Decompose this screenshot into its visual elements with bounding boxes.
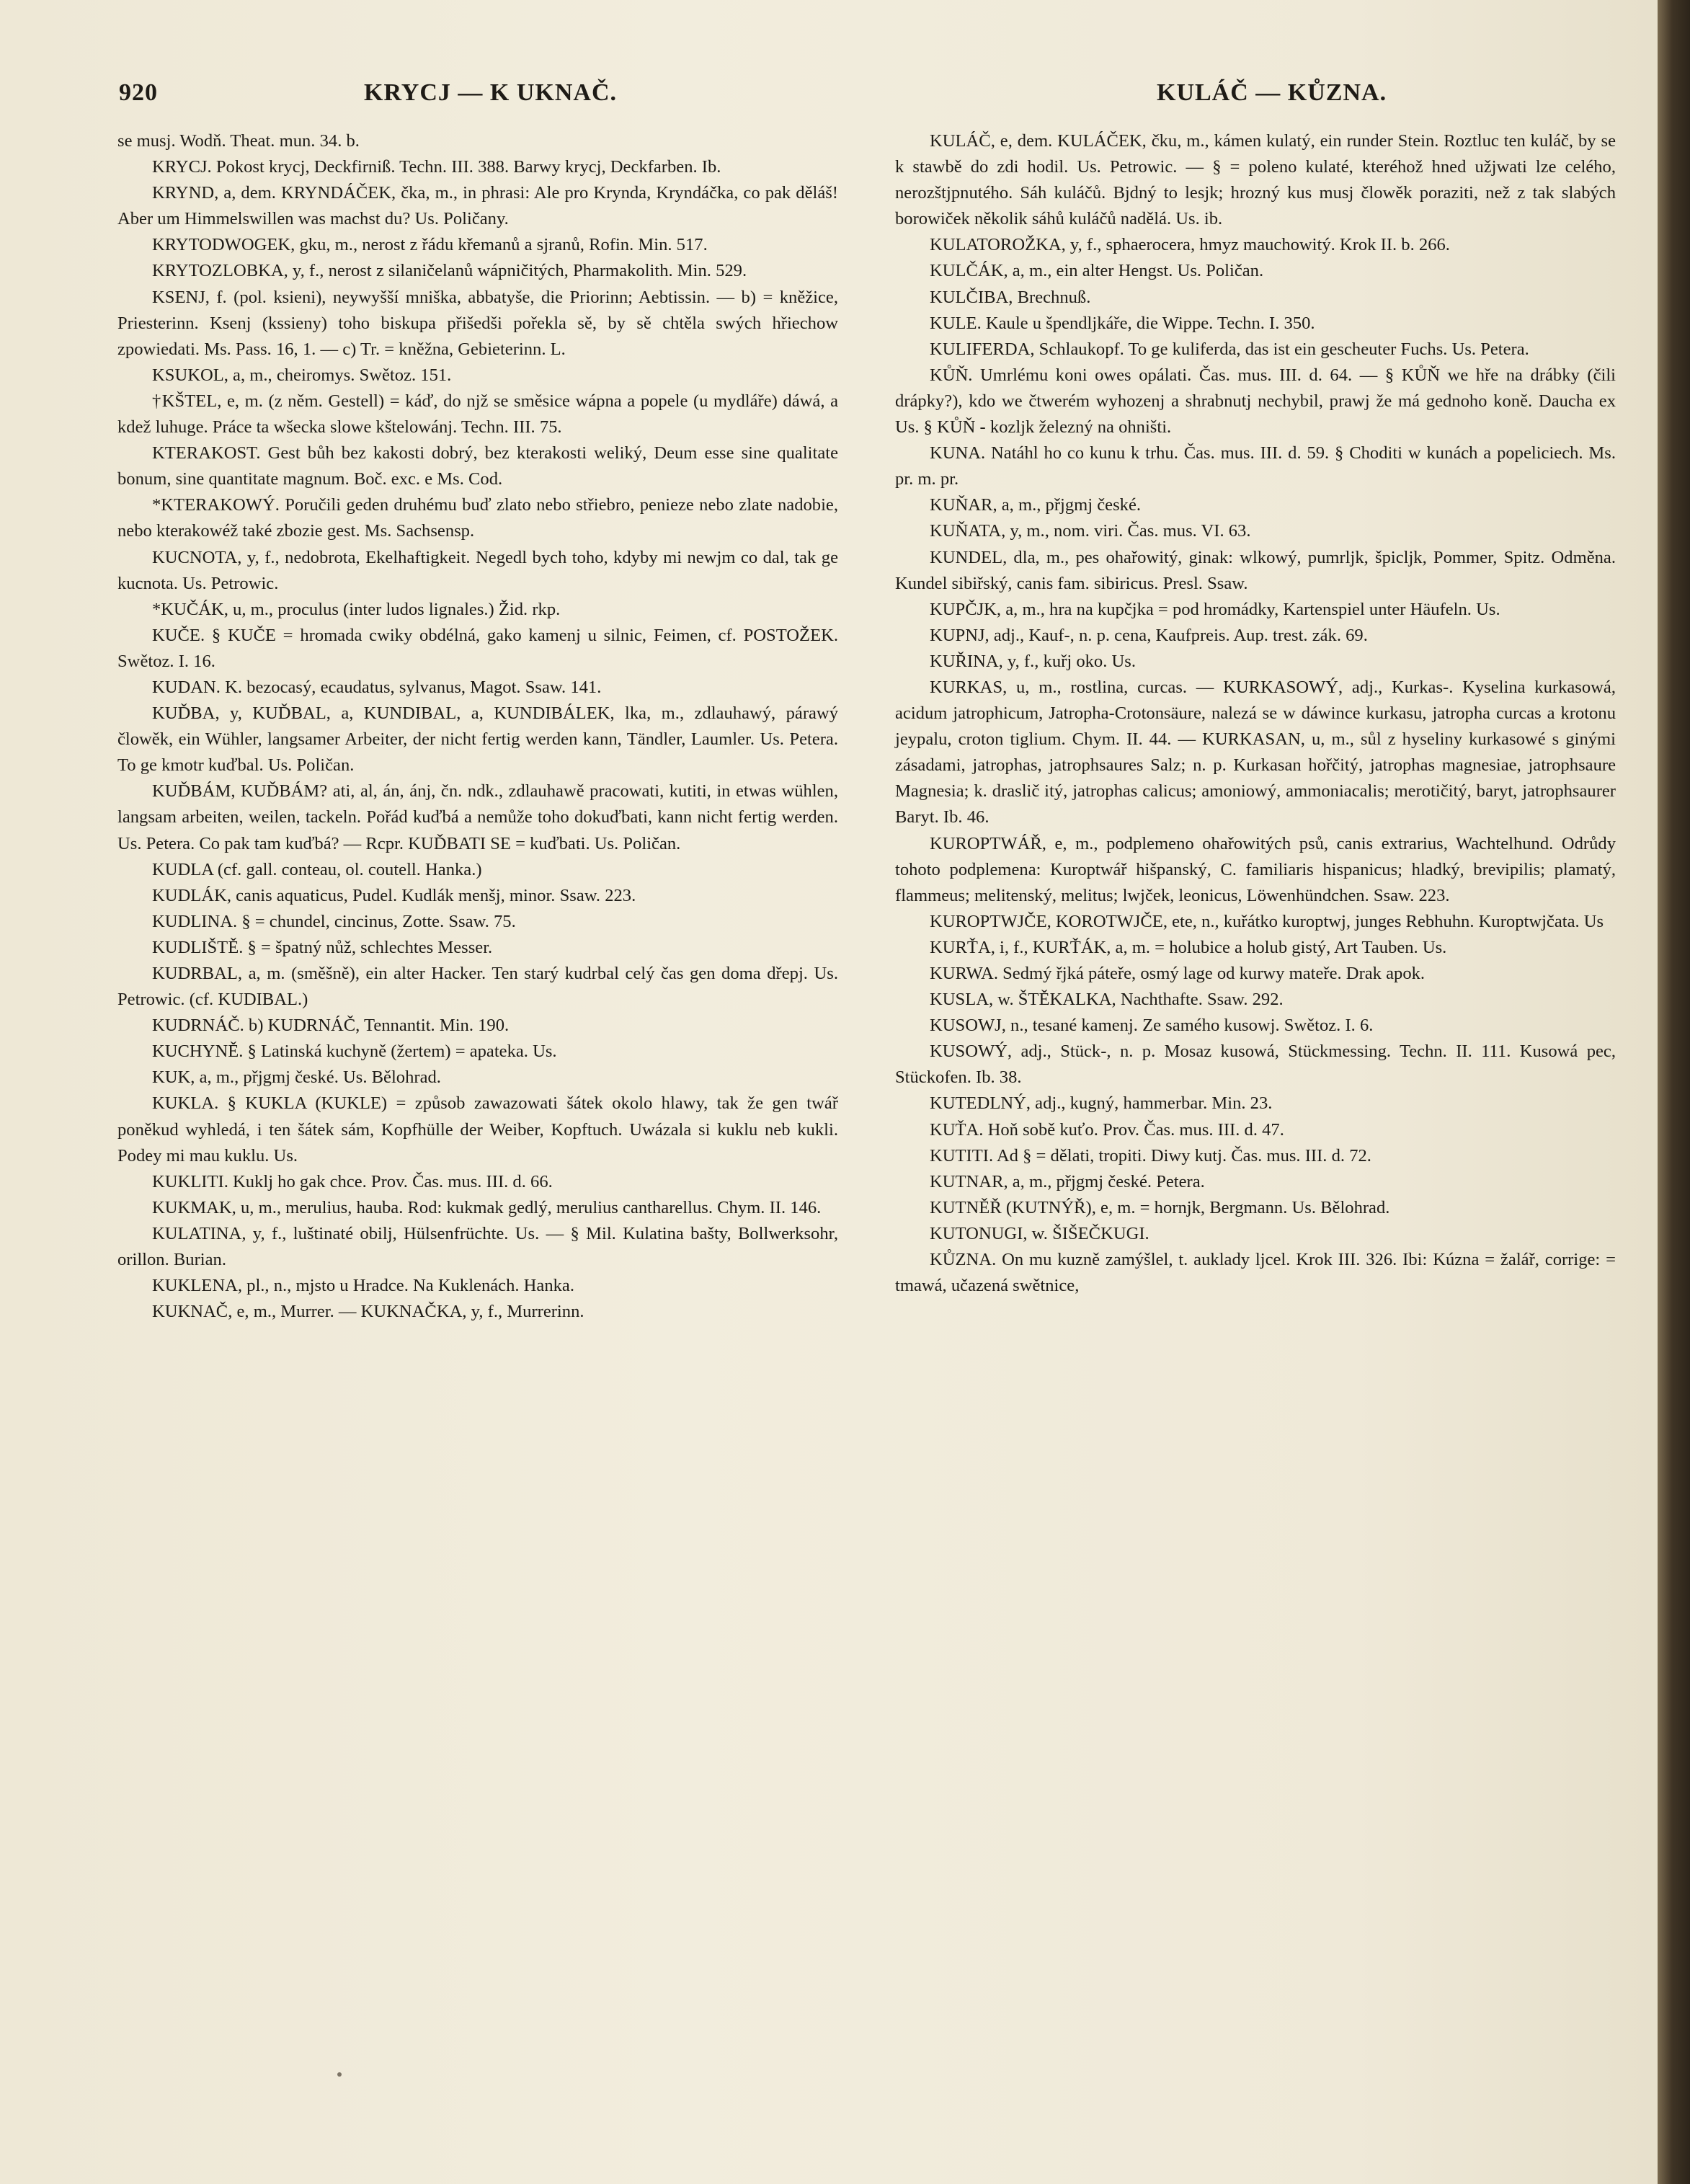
dictionary-entry: KUK, a, m., přjgmj české. Us. Bělohrad.	[152, 1067, 441, 1088]
dictionary-entry: KUDLA (cf. gall. conteau, ol. coutell. Hanka.)	[152, 859, 482, 879]
dictionary-entry: KUSOWJ, n., tesané kamenj. Ze samého kusowj. Swětoz. I. 6.	[930, 1016, 1374, 1036]
dictionary-entry: KUCHYNĚ. § Latinská kuchyně (žertem) = apateka. Us.	[152, 1042, 557, 1062]
dictionary-entry: KUDRNÁČ. b) KUDRNÁČ, Tennantit. Min. 190.	[152, 1016, 510, 1036]
dictionary-entry: KUPNJ, adj., Kauf-, n. p. cena, Kaufpreis. Aup. trest. zák. 69.	[930, 625, 1368, 645]
dictionary-entry: KUŇATA, y, m., nom. viri. Čas. mus. VI. 63.	[930, 521, 1251, 541]
dictionary-entry: se musj. Wodň. Theat. mun. 34. b.	[117, 131, 360, 151]
dictionary-entry: KUŇAR, a, m., přjgmj české.	[930, 495, 1142, 515]
ink-speck	[337, 2072, 342, 2077]
dictionary-entry: KUPČJK, a, m., hra na kupčjka = pod hromádky, Kartenspiel unter Häufeln. Us.	[930, 599, 1500, 619]
page-number: 920	[119, 79, 158, 106]
dictionary-entry: KUDRBAL, a, m. (směšně), ein alter Hacker. Ten starý kudrbal celý čas gen doma dřepj. Us. Petrowic. (cf. KUDIBAL.)	[117, 964, 838, 1010]
dictionary-entry: KUTONUGI, w. ŠIŠEČKUGI.	[930, 1223, 1149, 1243]
right-column	[895, 128, 1616, 1299]
dictionary-entry: KUTEDLNÝ, adj., kugný, hammerbar. Min. 23.	[930, 1093, 1273, 1114]
right-running-head: KULÁČ — KŮZNA.	[1157, 79, 1387, 106]
dictionary-entry: *KTERAKOWÝ. Poručili geden druhému buď zlato nebo střiebro, penieze nebo zlate nadobie, nebo kterakowéž také zbozie gest. Ms. Sachsensp.	[117, 495, 838, 541]
left-running-head: KRYCJ — K UKNAČ.	[364, 79, 618, 106]
dictionary-entry: KUROPTWÁŘ, e, m., podplemeno ohařowitých psů, canis extrarius, Wachtelhund. Odrůdy tohoto podplemena: Kuroptwář hišpanský, C. familiaris hispanicus; hladký, brevipilis; plamatý, flammeus; melitenský, melitus; lwjček, leonicus, Löwenhündchen. Ssaw. 223.	[895, 833, 1616, 905]
dictionary-entry: KULÁČ, e, dem. KULÁČEK, čku, m., kámen kulatý, ein runder Stein. Roztluc ten kuláč, by se k stawbě do zdi hodil. Us. Petrowic. — § = poleno kulaté, kteréhož hned užjwati lze celého, nerozštjpnutého. Sáh kuláčů. Bjdný to lesjk; hrozný kus musj člowěk poraziti, než z tak slabých borowiček několik sáhů kuláčů nadělá. Us. ib.	[895, 131, 1616, 229]
dictionary-entry: KUKLA. § KUKLA (KUKLE) = způsob zawazowati šátek okolo hlawy, tak že gen twář poněkud wyhledá, i ten šátek sám, Kopfhülle der Weiber, Kopftuch. Uwázala si kuklu neb kukli. Podey mi mau kuklu. Us.	[117, 1093, 838, 1166]
dictionary-entry: KUDLÁK, canis aquaticus, Pudel. Kudlák menšj, minor. Ssaw. 223.	[152, 885, 636, 905]
dictionary-entry: KUĎBA, y, KUĎBAL, a, KUNDIBAL, a, KUNDIBÁLEK, lka, m., zdlauhawý, párawý člowěk, ein Wühler, langsamer Arbeiter, der nicht fertig werden kann, Tändler, Laumler. Us. Petera. To ge kmotr kuďbal. Us. Poličan.	[117, 703, 838, 776]
dictionary-entry: KURŤA, i, f., KURŤÁK, a, m. = holubice a holub gistý, Art Tauben. Us.	[930, 937, 1447, 957]
dictionary-entry: KUĎBÁM, KUĎBÁM? ati, al, án, ánj, čn. ndk., zdlauhawě pracowati, kutiti, in etwas wühlen, langsam arbeiten, weilen, tackeln. Pořád kuďbá a nemůže toho dokuďbati, kann nicht fertig werden. Us. Petera. Co pak tam kuďbá? — Rcpr. KUĎBATI SE = kuďbati. Us. Poličan.	[117, 781, 838, 853]
dictionary-entry: KURKAS, u, m., rostlina, curcas. — KURKASOWÝ, adj., Kurkas-. Kyselina kurkasowá, acidum jatrophicum, Jatropha-Crotonsäure, nalezá se w dáwince kurkasu, jatropha curcas a krotonu jeypalu, croton tiglium. Chym. II. 44. — KURKASAN, u, m., sůl z hyseliny kurkasowé s ginými zásadami, jatrophas, jatrophsaures Salz; n. p. Kurkasan hořčitý, jatrophas magnesiae, jatrophsaure Magnesia; k. draslič itý, jatrophas calicus; amoniowý, ammoniacalis; merotičitý, baryt, jatrophsaurer Baryt. Ib. 46.	[895, 677, 1616, 827]
dictionary-entry: KUDLINA. § = chundel, cincinus, Zotte. Ssaw. 75.	[152, 911, 516, 931]
dictionary-entry: *KUČÁK, u, m., proculus (inter ludos lignales.) Žid. rkp.	[152, 599, 561, 619]
dictionary-entry: KŮŇ. Umrlému koni owes opálati. Čas. mus. III. d. 64. — § KŮŇ we hře na drábky (čili drápky?), kdo we čtwerém wyhozenj a shrabnutj nechybil, prawj že má gednoho koně. Daucha ex Us. § KŮŇ - kozljk železný na ohništi.	[895, 365, 1616, 438]
dictionary-entry: KUŘINA, y, f., kuřj oko. Us.	[930, 651, 1136, 671]
dictionary-entry: KUCNOTA, y, f., nedobrota, Ekelhaftigkeit. Negedl bych toho, kdyby mi newjm co dal, tak ge kucnota. Us. Petrowic.	[117, 547, 838, 593]
dictionary-entry: KULČÁK, a, m., ein alter Hengst. Us. Poličan.	[930, 261, 1264, 281]
dictionary-entry: KUNDEL, dla, m., pes ohařowitý, ginak: wlkowý, pumrljk, špicljk, Pommer, Spitz. Odměna. Kundel sibiřský, canis fam. sibiricus. Presl. Ssaw.	[895, 547, 1616, 593]
left-column	[117, 128, 838, 1325]
dictionary-entry: KULČIBA, Brechnuß.	[930, 287, 1091, 307]
dictionary-entry: †KŠTEL, e, m. (z něm. Gestell) = káď, do njž se směsice wápna a popele (u mydláře) dáwá, a kdež luhuge. Práce ta wšecka slowe kštelowánj. Techn. III. 75.	[117, 391, 838, 438]
dictionary-entry: KUTITI. Ad § = dělati, tropiti. Diwy kutj. Čas. mus. III. d. 72.	[930, 1145, 1371, 1166]
dictionary-entry: KRYCJ. Pokost krycj, Deckfirniß. Techn. III. 388. Barwy krycj, Deckfarben. Ib.	[152, 157, 721, 177]
dictionary-entry: KRYTODWOGEK, gku, m., nerost z řádu křemanů a sjranů, Rofin. Min. 517.	[152, 235, 708, 255]
dictionary-entry: KRYND, a, dem. KRYNDÁČEK, čka, m., in phrasi: Ale pro Krynda, Kryndáčka, co pak děláš! Aber um Himmelswillen was machst du? Us. Poličany.	[117, 183, 838, 229]
dictionary-entry: KUKLITI. Kuklj ho gak chce. Prov. Čas. mus. III. d. 66.	[152, 1171, 553, 1191]
dictionary-entry: KUSLA, w. ŠTĚKALKA, Nachthafte. Ssaw. 292.	[930, 990, 1284, 1010]
dictionary-entry: KUKMAK, u, m., merulius, hauba. Rod: kukmak gedlý, merulius cantharellus. Chym. II. 146.	[152, 1197, 822, 1217]
book-spine-edge	[1658, 0, 1690, 2184]
dictionary-entry: KUKNAČ, e, m., Murrer. — KUKNAČKA, y, f., Murrerinn.	[152, 1302, 584, 1322]
dictionary-entry: KTERAKOST. Gest bůh bez kakosti dobrý, bez kterakosti weliký, Deum esse sine qualitate bonum, sine quantitate magnum. Boč. exc. e Ms. Cod.	[117, 443, 838, 489]
dictionary-entry: KUSOWÝ, adj., Stück-, n. p. Mosaz kusowá, Stückmessing. Techn. II. 111. Kusowá pec, Stückofen. Ib. 38.	[895, 1042, 1616, 1088]
dictionary-entry: KULIFERDA, Schlaukopf. To ge kuliferda, das ist ein gescheuter Fuchs. Us. Petera.	[930, 339, 1529, 359]
dictionary-entry: KUROPTWJČE, KOROTWJČE, ete, n., kuřátko kuroptwj, junges Rebhuhn. Kuroptwjčata. Us	[930, 911, 1604, 931]
dictionary-entry: KURWA. Sedmý řjká páteře, osmý lage od kurwy mateře. Drak apok.	[930, 964, 1426, 983]
dictionary-entry: KSENJ, f. (pol. ksieni), neywyšší mniška, abbatyše, die Priorinn; Aebtissin. — b) = kněžice, Priesterinn. Ksenj (kssieny) toho biskupa přišedši pořekla sě, by sě chtěla swých hřiechow zpowiedati. Ms. Pass. 16, 1. — c) Tr. = kněžna, Gebieterinn. L.	[117, 287, 838, 359]
dictionary-entry: KULATOROŽKA, y, f., sphaerocera, hmyz mauchowitý. Krok II. b. 266.	[930, 235, 1450, 255]
page-header	[119, 79, 1604, 115]
dictionary-entry: KUDAN. K. bezocasý, ecaudatus, sylvanus, Magot. Ssaw. 141.	[152, 677, 602, 697]
dictionary-entry: KSUKOL, a, m., cheiromys. Swětoz. 151.	[152, 365, 452, 385]
dictionary-entry: KULATINA, y, f., luštinaté obilj, Hülsenfrüchte. Us. — § Mil. Kulatina bašty, Bollwerksohr, orillon. Burian.	[117, 1223, 838, 1270]
dictionary-entry: KUNA. Natáhl ho co kunu k trhu. Čas. mus. III. d. 59. § Choditi w kunách a popeliciech. Ms. pr. m. pr.	[895, 443, 1616, 489]
dictionary-entry: KUŤA. Hoň sobě kuťo. Prov. Čas. mus. III. d. 47.	[930, 1119, 1284, 1140]
dictionary-entry: KUTNAR, a, m., přjgmj české. Petera.	[930, 1171, 1205, 1191]
dictionary-entry: KULE. Kaule u špendljkáře, die Wippe. Techn. I. 350.	[930, 313, 1315, 333]
dictionary-entry: KRYTOZLOBKA, y, f., nerost z silaničelanů wápničitých, Pharmakolith. Min. 529.	[152, 261, 747, 281]
dictionary-entry: KUTNĚŘ (KUTNÝŘ), e, m. = hornjk, Bergmann. Us. Bělohrad.	[930, 1197, 1390, 1217]
dictionary-entry: KUKLENA, pl., n., mjsto u Hradce. Na Kuklenách. Hanka.	[152, 1276, 574, 1296]
dictionary-entry: KUDLIŠTĚ. § = špatný nůž, schlechtes Messer.	[152, 937, 493, 957]
dictionary-entry: KŮZNA. On mu kuzně zamýšlel, t. auklady ljcel. Krok III. 326. Ibi: Kúzna = žalář, corrige: = tmawá, učazená swětnice,	[895, 1250, 1616, 1296]
dictionary-entry: KUČE. § KUČE = hromada cwiky obdélná, gako kamenj u silnic, Feimen, cf. POSTOŽEK. Swětoz. I. 16.	[117, 625, 838, 671]
